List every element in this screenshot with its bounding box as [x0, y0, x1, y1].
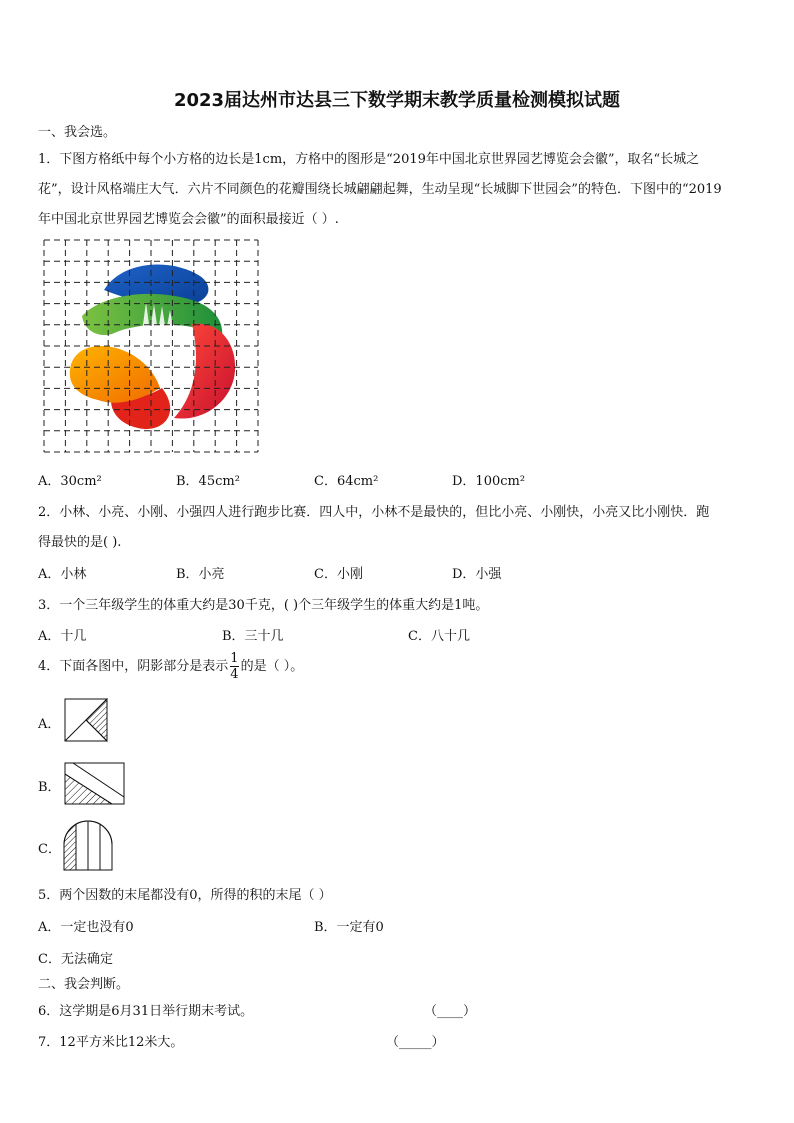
q5-text: 5．两个因数的末尾都没有0，所得的积的末尾（ ） [38, 888, 332, 903]
logo-petals [70, 264, 235, 429]
section-heading-judge: 二、我会判断。 [38, 977, 130, 992]
q6-text: 6．这学期是6月31日举行期末考试。 [38, 1004, 254, 1019]
q5-option-a[interactable]: A．一定也没有0 [38, 920, 134, 935]
q2-option-b[interactable]: B．小亮 [176, 567, 225, 582]
fraction-denominator: 4 [230, 667, 239, 682]
q4-text [38, 652, 303, 681]
q3-text: 3．一个三年级学生的体重大约是30千克，( )个三年级学生的体重大约是1吨。 [38, 598, 489, 613]
q4-suffix: 的是（ ）。 [240, 659, 304, 674]
q1-option-a[interactable]: A．30cm² [38, 474, 102, 489]
q2-text-line2: 得最快的是( ). [38, 535, 122, 550]
section-heading-choice: 一、我会选。 [38, 125, 117, 140]
q3-option-a[interactable]: A．十几 [38, 629, 87, 644]
page-title: 2023届达州市达县三下数学期末教学质量检测模拟试题 [173, 90, 621, 111]
q5-option-c[interactable]: C．无法确定 [38, 952, 113, 967]
q4-prefix: 4．下面各图中，阴影部分是表示 [38, 659, 229, 674]
q7-text: 7．12平方米比12米大。 [38, 1035, 184, 1050]
dashed-grid [44, 240, 258, 452]
q4-figure-a-square[interactable] [64, 698, 110, 744]
q4-label-b[interactable]: B． [38, 780, 61, 795]
q3-option-c[interactable]: C．八十几 [408, 629, 470, 644]
q1-text-line2: 花”，设计风格端庄大气．六片不同颜色的花瓣围绕长城翩翩起舞，生动呈现“长城脚下世园会”的特色．下图中的“2019 [38, 182, 722, 197]
q4-label-a[interactable]: A． [38, 717, 61, 732]
q5-option-b[interactable]: B．一定有0 [314, 920, 384, 935]
fraction-one-quarter [230, 652, 238, 681]
grid-logo-figure [42, 238, 262, 456]
q2-option-d[interactable]: D．小强 [452, 567, 502, 582]
q1-option-b[interactable]: B．45cm² [176, 474, 240, 489]
q2-option-c[interactable]: C．小刚 [314, 567, 363, 582]
q4-figure-c-arch[interactable] [63, 820, 113, 872]
q4-label-c[interactable]: C． [38, 842, 61, 857]
fraction-numerator: 1 [230, 651, 239, 666]
q1-text-line3: 年中国北京世界园艺博览会会徽”的面积最接近（ ）. [38, 212, 339, 227]
q1-option-c[interactable]: C．64cm² [314, 474, 379, 489]
q1-option-d[interactable]: D．100cm² [452, 474, 526, 489]
q7-answer-blank[interactable]: （_____） [386, 1035, 445, 1050]
q2-text-line1: 2．小林、小亮、小刚、小强四人进行跑步比赛．四人中，小林不是最快的，但比小亮、小刚快，小亮又比小刚快．跑 [38, 505, 710, 520]
q1-text-line1: 1．下图方格纸中每个小方格的边长是1cm，方格中的图形是“2019年中国北京世界园艺博览会会徽”，取名“长城之 [38, 152, 700, 167]
q2-option-a[interactable]: A．小林 [38, 567, 87, 582]
q3-option-b[interactable]: B．三十几 [222, 629, 284, 644]
q6-answer-blank[interactable]: （____） [424, 1004, 477, 1019]
q4-figure-b-rectangle[interactable] [64, 762, 126, 806]
